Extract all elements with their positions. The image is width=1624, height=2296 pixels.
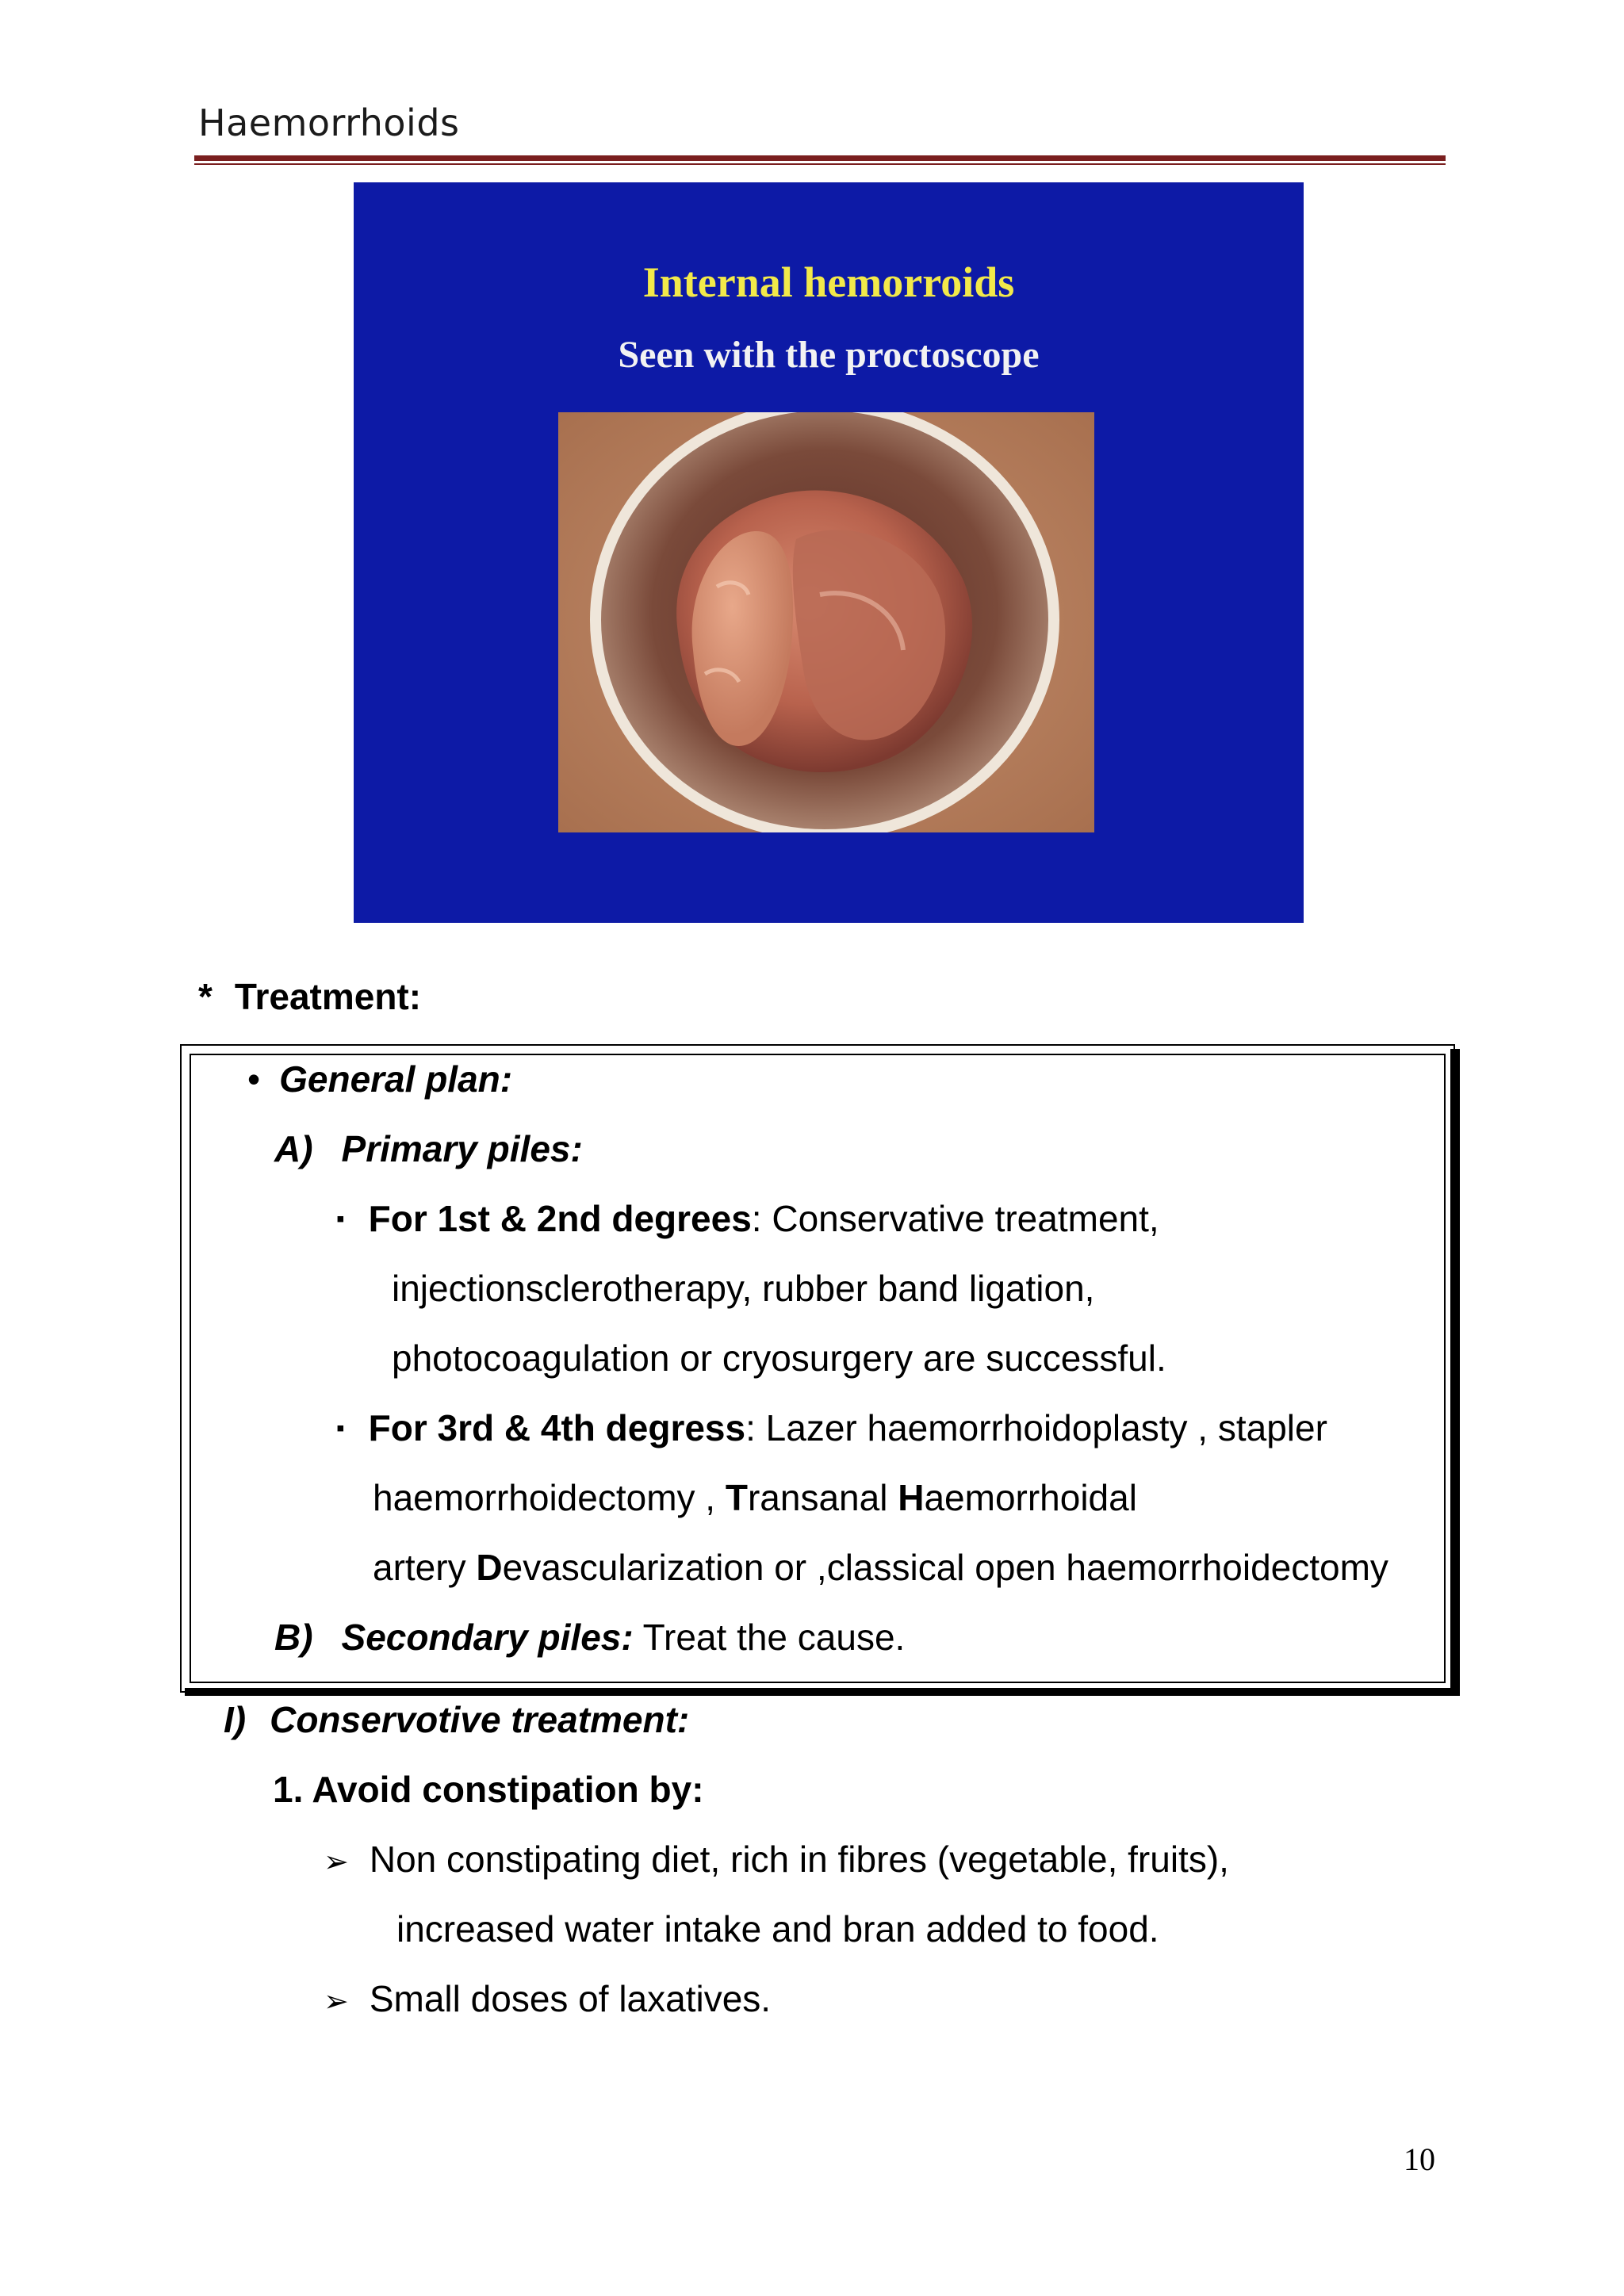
item-text: Small doses of laxatives. — [369, 1978, 772, 2019]
arrow-bullet-icon: ➢ — [324, 1846, 349, 1879]
conservative-marker: I) — [224, 1699, 247, 1740]
secondary-piles-line — [274, 1616, 905, 1659]
item-sep: : — [751, 1198, 772, 1239]
list-item-diet — [324, 1838, 1229, 1881]
bullet-icon: • — [247, 1058, 261, 1100]
secondary-marker: B) — [274, 1617, 313, 1658]
item-continuation — [373, 1476, 1137, 1519]
item-text: Non constipating diet, rich in fibres (vegetable, fruits), — [369, 1839, 1229, 1880]
text-run: ransanal — [747, 1477, 898, 1518]
primary-piles-label: Primary piles: — [341, 1128, 583, 1169]
text-run: evascularization or ,classical open haemorrhoidectomy — [502, 1547, 1388, 1588]
secondary-piles-label: Secondary piles: — [341, 1617, 634, 1658]
item-text: Conservative treatment, — [772, 1198, 1159, 1239]
page-number: 10 — [1404, 2141, 1435, 2177]
asterisk-marker: * — [198, 976, 213, 1017]
item-continuation: increased water intake and bran added to food. — [396, 1908, 1159, 1950]
list-item-3rd-4th — [336, 1406, 1327, 1449]
list-item-laxatives — [324, 1977, 771, 2020]
item-label: For 1st & 2nd degrees — [368, 1198, 752, 1239]
general-plan-label: General plan: — [279, 1058, 513, 1100]
header-rule-thin — [194, 163, 1446, 165]
slide-title: Internal hemorroids — [642, 258, 1015, 306]
text-run: aemorrhoidal — [924, 1477, 1137, 1518]
primary-marker: A) — [274, 1128, 313, 1169]
square-bullet-icon: ▪ — [336, 1415, 345, 1441]
item-sep: : — [745, 1407, 766, 1448]
secondary-piles-text: Treat the cause. — [633, 1617, 906, 1658]
text-run: haemorrhoidectomy , — [373, 1477, 726, 1518]
text-run: artery — [373, 1547, 477, 1588]
square-bullet-icon: ▪ — [336, 1206, 345, 1232]
treatment-heading-text: Treatment: — [234, 976, 422, 1017]
text-run-bold: H — [898, 1477, 925, 1518]
avoid-constipation-heading: 1. Avoid constipation by: — [273, 1769, 704, 1810]
running-header: Haemorrhoids — [198, 101, 460, 144]
general-plan-line — [247, 1058, 512, 1100]
conservative-label: Conservotive treatment: — [270, 1699, 690, 1740]
list-item-1st-2nd — [336, 1197, 1159, 1240]
item-continuation: photocoagulation or cryosurgery are successful. — [392, 1337, 1166, 1379]
text-run-bold: D — [476, 1547, 503, 1588]
conservative-treatment-heading — [224, 1698, 689, 1741]
proctoscope-slide-figure — [354, 182, 1304, 923]
item-continuation — [373, 1546, 1388, 1589]
slide-subtitle: Seen with the proctoscope — [618, 334, 1040, 376]
text-run-bold: T — [725, 1477, 748, 1518]
item-text: Lazer haemorrhoidoplasty , stapler — [765, 1407, 1327, 1448]
treatment-heading — [198, 975, 421, 1018]
item-label: For 3rd & 4th degress — [368, 1407, 746, 1448]
arrow-bullet-icon: ➢ — [324, 1985, 349, 2019]
primary-piles-line — [274, 1127, 583, 1170]
item-continuation: injectionsclerotherapy, rubber band ligation, — [392, 1268, 1095, 1309]
header-rule — [194, 155, 1446, 161]
proctoscope-photo — [558, 412, 1094, 832]
